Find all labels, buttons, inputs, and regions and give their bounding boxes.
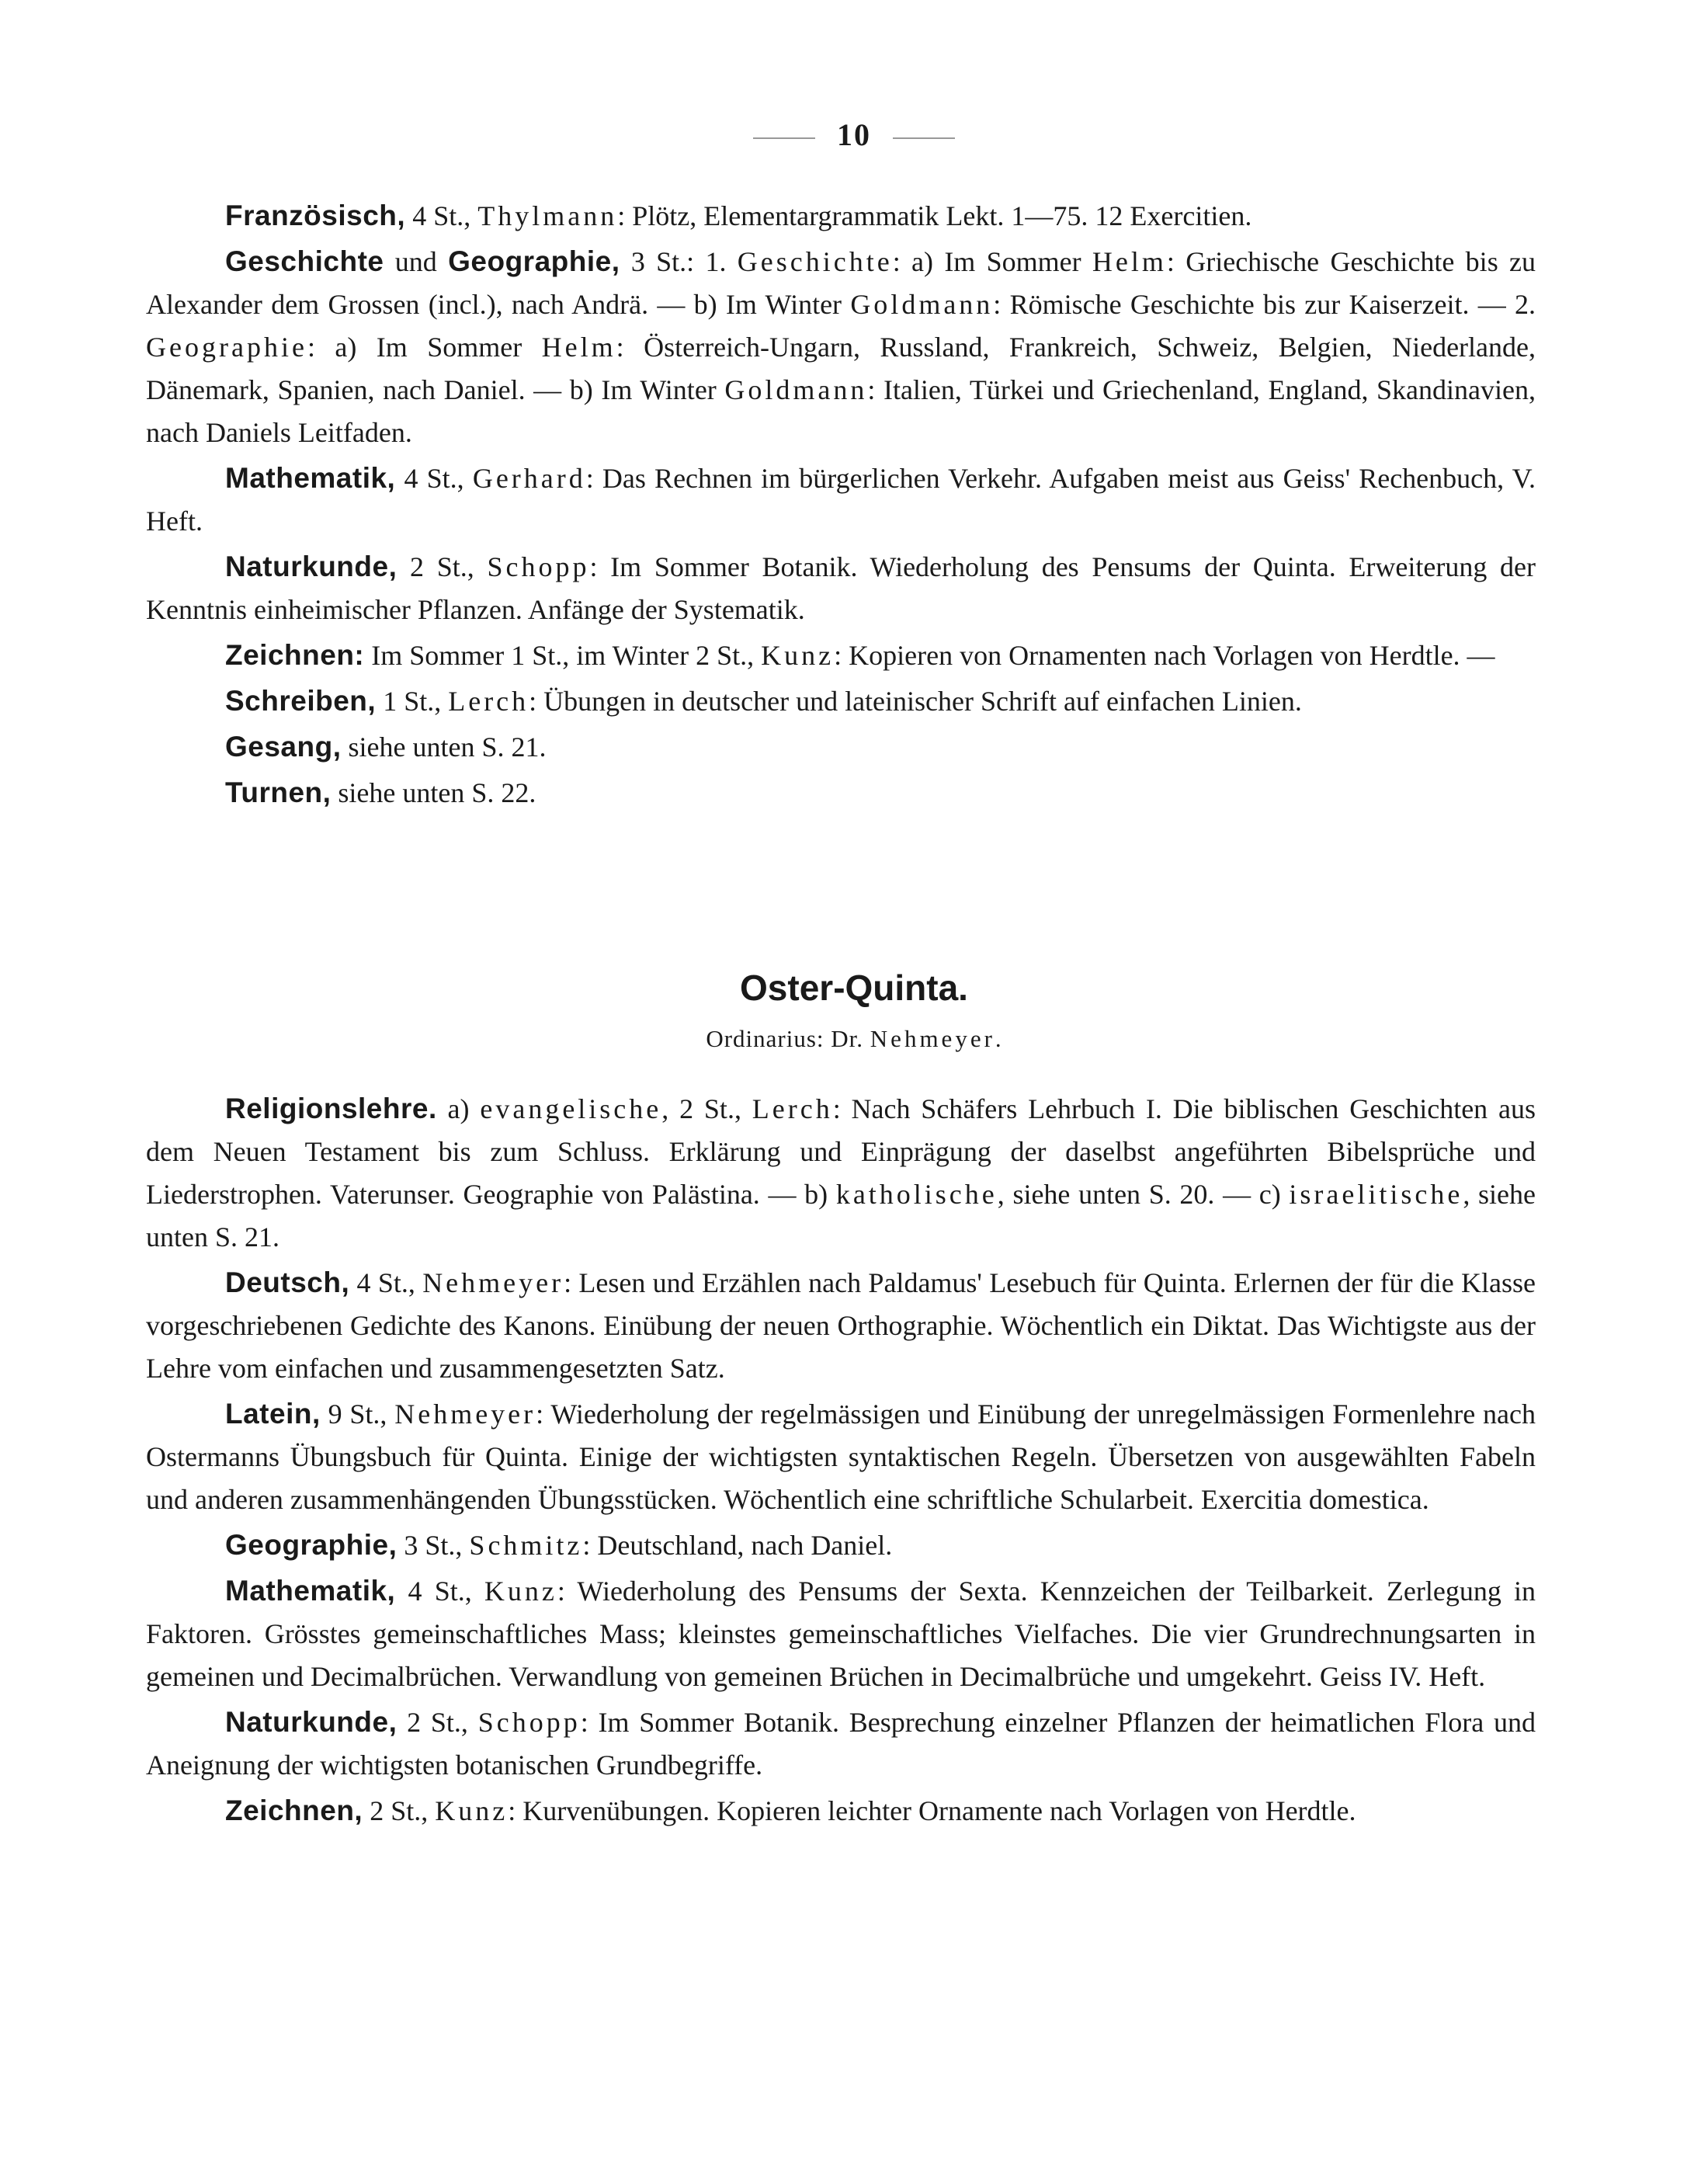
subject-heading: Geographie, — [448, 245, 620, 277]
spaced-term: israelitische — [1289, 1179, 1463, 1210]
text: , 2 St., — [661, 1093, 752, 1124]
teacher-name: Kunz — [761, 640, 835, 671]
teacher-name: Gerhard — [472, 463, 586, 494]
paragraph-zeichnen — [146, 634, 1536, 677]
text: 4 St., — [349, 1267, 423, 1298]
paragraph-naturkunde — [146, 545, 1536, 631]
ordinarius-line — [0, 1025, 1708, 1053]
text: 9 St., — [320, 1398, 395, 1430]
text: 4 St., — [395, 463, 473, 494]
subject-heading: Französisch, — [225, 200, 406, 231]
text: : Österreich-Ungarn, Russland, Frankreich, Schweiz, Belgien, Niederlande, Dänemark, Spanien, nach Daniel. — b) Im Winter — [146, 332, 1536, 405]
teacher-name: Schopp — [477, 1707, 581, 1738]
subject-heading: Naturkunde, — [225, 1706, 397, 1738]
paragraph-deutsch — [146, 1261, 1536, 1390]
page-number-row — [0, 116, 1708, 153]
text: und — [384, 246, 449, 277]
spaced-term: evangelische — [480, 1093, 662, 1124]
text: 3 St., — [397, 1530, 470, 1561]
teacher-name: Kunz — [435, 1795, 509, 1826]
right-dash — [893, 137, 955, 139]
paragraph-religionslehre — [146, 1087, 1536, 1259]
subject-heading: Turnen, — [225, 777, 332, 808]
text: : Übungen in deutscher und lateinischer Schrift auf einfachen Linien. — [529, 686, 1302, 717]
subject-heading: Geschichte — [225, 245, 384, 277]
text: : Im Sommer Botanik. Wiederholung des Pensums der Quinta. Erweiterung der Kenntnis einheimischer Pflanzen. Anfänge der Systematik. — [146, 551, 1536, 625]
left-dash — [753, 137, 815, 139]
teacher-name: Kunz — [484, 1576, 557, 1607]
subject-heading: Mathematik, — [225, 1575, 396, 1607]
text: : Wiederholung der regelmässigen und Einübung der unregelmässigen Formenlehre nach Ostermanns Übungsbuch für Quinta. Einige der wichtigsten syntaktischen Regeln. Übersetzen von ausgewählten Fabeln und anderen zusammenhängenden Übungsstücken. Wöchentlich eine schriftliche Schularbeit. Exercitia domestica. — [146, 1398, 1536, 1515]
spaced-term: Geographie — [146, 332, 307, 363]
text: 2 St., — [363, 1795, 436, 1826]
ordinarius-name: Nehmeyer — [870, 1025, 995, 1052]
text: siehe unten S. 21. — [341, 731, 547, 763]
section-oster-quinta — [146, 1087, 1536, 1833]
paragraph-geographie — [146, 1524, 1536, 1567]
text: : Römische Geschichte bis zur Kaiserzeit. — 2. — [993, 289, 1536, 320]
paragraph-schreiben — [146, 679, 1536, 723]
text: : Lesen und Erzählen nach Paldamus' Lesebuch für Quinta. Erlernen der für die Klasse vorgeschriebenen Gedichte des Kanons. Einübung der neuen Orthographie. Wöchentlich ein Diktat. Das Wichtigste aus der Lehre vom einfachen und zusammengesetzten Satz. — [146, 1267, 1536, 1384]
text: 2 St., — [397, 1707, 478, 1738]
subject-heading: Naturkunde, — [225, 551, 397, 582]
text: , siehe unten S. 20. — c) — [997, 1179, 1290, 1210]
paragraph-mathematik — [146, 457, 1536, 543]
text: 4 St., — [395, 1576, 484, 1607]
teacher-name: Goldmann — [850, 289, 994, 320]
text: , siehe unten S. 21. — [146, 1179, 1536, 1253]
text: 2 St., — [397, 551, 488, 582]
text: : Deutschland, nach Daniel. — [582, 1530, 893, 1561]
teacher-name: Lerch — [448, 686, 529, 717]
teacher-name: Nehmeyer — [422, 1267, 564, 1298]
subject-heading: Latein, — [225, 1398, 321, 1430]
subject-heading: Geographie, — [225, 1529, 397, 1561]
teacher-name: Helm — [1092, 246, 1167, 277]
paragraph-mathematik — [146, 1569, 1536, 1698]
subject-heading: Gesang, — [225, 731, 342, 763]
spaced-term: katholische — [835, 1179, 998, 1210]
section-title: Oster-Quinta. — [740, 968, 968, 1008]
teacher-name: Schopp — [487, 551, 590, 582]
subject-heading: Zeichnen, — [225, 1795, 363, 1826]
text: : Wiederholung des Pensums der Sexta. Kennzeichen der Teilbarkeit. Zerlegung in Faktoren. Grösstes gemeinschaftliches Mass; kleinstes gemeinschaftliches Vielfaches. Die vier Grundrechnungsarten in gemeinen und Decimalbrüchen. Verwandlung von gemeinen Brüchen in Decimalbrüche und umgekehrt. Geiss IV. Heft. — [146, 1576, 1536, 1692]
text: : Im Sommer Botanik. Besprechung einzelner Pflanzen der heimatlichen Flora und Aneignung der wichtigsten botanischen Grundbegriffe. — [146, 1707, 1536, 1781]
text: : a) Im Sommer — [307, 332, 542, 363]
text: Im Sommer 1 St., im Winter 2 St., — [364, 640, 762, 671]
paragraph-geschichte-geographie — [146, 240, 1536, 454]
text: : Das Rechnen im bürgerlichen Verkehr. Aufgaben meist aus Geiss' Rechenbuch, V. Heft. — [146, 463, 1536, 537]
paragraph-turnen — [146, 771, 1536, 815]
paragraph-gesang — [146, 725, 1536, 769]
teacher-name: Goldmann — [724, 374, 868, 405]
paragraph-zeichnen — [146, 1789, 1536, 1833]
subject-heading: Schreiben, — [225, 685, 377, 717]
text: . — [995, 1025, 1002, 1052]
page-number: 10 — [837, 117, 871, 152]
spaced-term: Geschichte — [737, 246, 893, 277]
subject-heading: Zeichnen: — [225, 639, 365, 671]
teacher-name: Schmitz — [469, 1530, 583, 1561]
paragraph-franzoesisch — [146, 194, 1536, 238]
subject-heading: Mathematik, — [225, 462, 396, 494]
text: : Griechische Geschichte bis zu Alexander dem Grossen (incl.), nach Andrä. — b) Im Winter — [146, 246, 1536, 320]
text: 1 St., — [376, 686, 449, 717]
teacher-name: Thylmann — [477, 200, 618, 231]
text: a) — [436, 1093, 481, 1124]
text: : a) Im Sommer — [892, 246, 1092, 277]
text: : Plötz, Elementargrammatik Lekt. 1—75. 12 Exercitien. — [617, 200, 1252, 231]
paragraph-latein — [146, 1392, 1536, 1521]
section-sexta-continuation — [146, 194, 1536, 815]
teacher-name: Helm — [541, 332, 616, 363]
text: : Kopieren von Ornamenten nach Vorlagen von Herdtle. — — [834, 640, 1495, 671]
paragraph-naturkunde — [146, 1701, 1536, 1787]
text: 3 St.: 1. — [620, 246, 738, 277]
text: siehe unten S. 22. — [331, 777, 536, 808]
subject-heading: Religionslehre. — [225, 1093, 437, 1124]
text: : Kurvenübungen. Kopieren leichter Ornamente nach Vorlagen von Herdtle. — [508, 1795, 1356, 1826]
ordinarius-label: Ordinarius: Dr. — [706, 1025, 870, 1052]
teacher-name: Lerch — [752, 1093, 833, 1124]
subject-heading: Deutsch, — [225, 1266, 350, 1298]
teacher-name: Nehmeyer — [394, 1398, 536, 1430]
text: : Nach Schäfers Lehrbuch I. Die biblischen Geschichten aus dem Neuen Testament bis zum Schluss. Erklärung und Einprägung der daselbst angeführten Bibelsprüche und Liederstrophen. Vaterunser. Geographie von Palästina. — b) — [146, 1093, 1536, 1210]
text: : Italien, Türkei und Griechenland, England, Skandinavien, nach Daniels Leitfaden. — [146, 374, 1536, 448]
text: 4 St., — [405, 200, 478, 231]
